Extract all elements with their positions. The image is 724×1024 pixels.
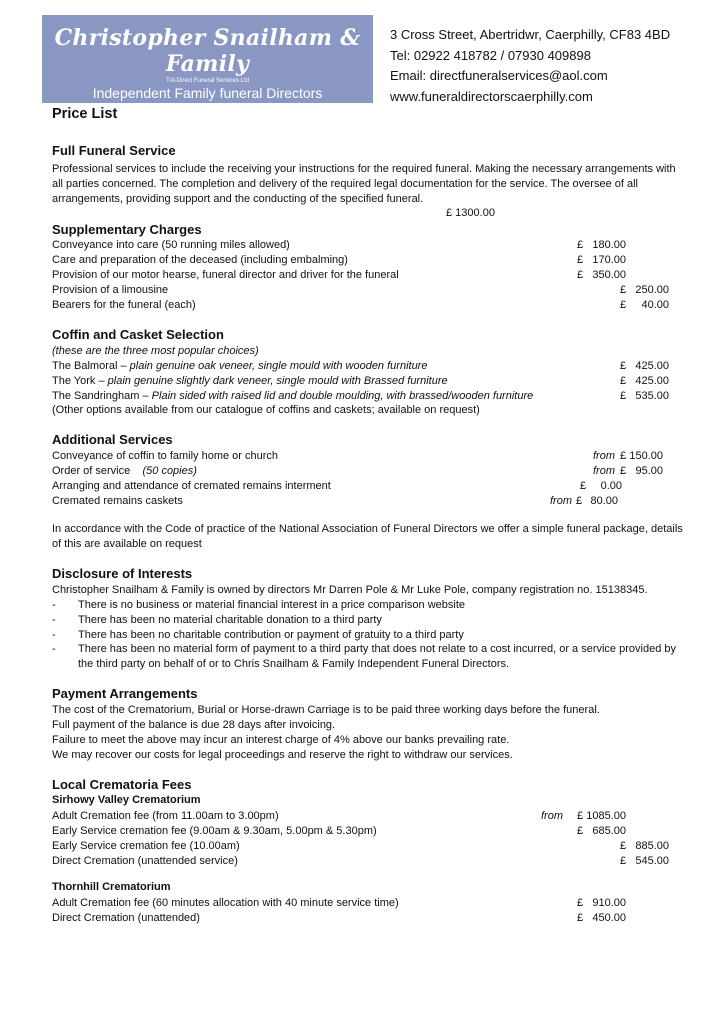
payment-line: Failure to meet the above may incur an interest charge of 4% above our banks prevailing rate. [52,734,510,746]
contact-website: www.funeraldirectorscaerphilly.com [390,88,593,104]
logo-tagline: Independent Family funeral Directors [92,85,323,101]
coffin-name: The Balmoral – [52,360,130,372]
pound-sign: £ [576,495,583,507]
contact-address: 3 Cross Street, Abertridwr, Caerphilly, CF83 4BD [390,27,671,42]
coffin-description: Plain sided with raised lid and double moulding, with brassed/wooden furniture [151,390,534,402]
disclosure-heading: Disclosure of Interests [52,566,193,581]
coffin-description: plain genuine oak veneer, single mould with wooden furniture [129,360,428,372]
coffin-description: plain genuine slightly dark veneer, single mould with Brassed furniture [107,375,448,387]
crematoria-item-price: 450.00 [592,912,626,924]
crematoria-item-price: 545.00 [635,855,669,867]
bullet-dash: - [52,614,56,626]
pound-sign: £ [620,450,627,462]
price-prefix: from [593,450,615,462]
full-funeral-text: Professional services to include the receiving your instructions for the required funeral. Making the necessary arrangements with all parties concerned. The completion and delivery of the required legal documentation for the service. The oversee of all arrangements, providing support and the conducting of the specified funeral. [52,163,676,205]
disclosure-bullet: There has been no material form of payment to a third party that does not relate to a cost incurred, or a service provided by the third party on behalf of or to Chris Snailham & Family Independent Funeral Directors. [78,643,676,670]
full-funeral-heading: Full Funeral Service [52,143,176,158]
payment-line: The cost of the Crematorium, Burial or Horse-drawn Carriage is to be paid three working days before the funeral. [52,704,600,716]
price-prefix: from [541,810,563,822]
supplementary-item-price: 170.00 [592,254,626,266]
coffin-price: 425.00 [635,375,669,387]
crematoria-item-label: Adult Cremation fee (60 minutes allocation with 40 minute service time) [52,897,399,909]
disclosure-intro: Christopher Snailham & Family is owned by directors Mr Darren Pole & Mr Luke Pole, company registration no. 15138345. [52,584,648,596]
pound-sign: £ [577,269,584,281]
pound-sign: £ [620,375,627,387]
supplementary-item-label: Care and preparation of the deceased (including embalming) [52,254,348,266]
coffin-name: The Sandringham – [52,390,152,402]
supplementary-item-label: Bearers for the funeral (each) [52,299,196,311]
pound-sign: £ [620,390,627,402]
crematoria-item-price: 885.00 [635,840,669,852]
coffin-item [52,374,448,389]
coffin-price: 535.00 [635,390,669,402]
additional-item-price: 95.00 [635,465,663,477]
supplementary-item-label: Provision of our motor hearse, funeral director and driver for the funeral [52,269,399,281]
pound-sign: £ [580,480,587,492]
pound-sign: £ [620,855,627,867]
pound-sign: £ [620,360,627,372]
coffin-price: 425.00 [635,360,669,372]
contact-block [390,25,670,107]
additional-item-name: Order of service [52,465,131,477]
nafd-note: In accordance with the Code of practice of the National Association of Funeral Directors we offer a simple funeral package, details of this are available on request [52,523,683,550]
pound-sign: £ [577,810,584,822]
crematoria-item-label: Adult Cremation fee (from 11.00am to 3.00pm) [52,810,279,822]
coffin-subtitle: (these are the three most popular choices) [52,345,259,357]
crematoria-item-label: Direct Cremation (unattended) [52,912,200,924]
pound-sign: £ [620,840,627,852]
pound-sign: £ [620,465,627,477]
supplementary-item-price: 40.00 [641,299,669,311]
pound-sign: £ [577,825,584,837]
price-prefix: from [593,465,615,477]
additional-item-label [52,464,197,479]
coffin-item [52,389,533,404]
crematoria-item-price: 685.00 [592,825,626,837]
supplementary-heading: Supplementary Charges [52,222,202,237]
supplementary-item-price: 180.00 [592,239,626,251]
pound-sign: £ [577,897,584,909]
logo-trading-as: T/A Direct Funeral Services Ltd [165,78,250,84]
disclosure-bullet: There has been no material charitable donation to a third party [78,614,382,626]
logo-name: Christopher Snailham & Family [54,25,361,77]
supplementary-item-price: 250.00 [635,284,669,296]
contact-email: Email: directfuneralservices@aol.com [390,68,608,83]
bullet-dash: - [52,599,56,611]
payment-line: Full payment of the balance is due 28 days after invoicing. [52,719,336,731]
thornhill-heading: Thornhill Crematorium [52,881,171,893]
disclosure-bullet: There is no business or material financial interest in a price comparison website [78,599,466,611]
logo-city: Caerphilly [176,102,239,118]
additional-item-label: Cremated remains caskets [52,495,183,507]
page-title: Price List [52,106,118,122]
coffin-name: The York – [52,375,108,387]
crematoria-item-label: Early Service cremation fee (10.00am) [52,840,240,852]
price-prefix: from [550,495,572,507]
coffin-item [52,359,427,374]
additional-item-label: Conveyance of coffin to family home or church [52,450,279,462]
crematoria-item-label: Early Service cremation fee (9.00am & 9.30am, 5.00pm & 5.30pm) [52,825,377,837]
supplementary-item-label: Provision of a limousine [52,284,169,296]
payment-heading: Payment Arrangements [52,686,198,701]
pound-sign: £ [577,239,584,251]
contact-phone: Tel: 02922 418782 / 07930 409898 [390,47,591,63]
crematoria-item-price: 910.00 [592,897,626,909]
coffin-heading: Coffin and Casket Selection [52,327,224,342]
additional-item-price: 80.00 [590,495,618,507]
full-funeral-price: £ 1300.00 [446,207,495,219]
pound-sign: £ [577,912,584,924]
pound-sign: £ [620,284,627,296]
crematoria-item-price: 1085.00 [586,810,626,822]
pound-sign: £ [577,254,584,266]
crematoria-heading: Local Crematoria Fees [52,777,192,792]
supplementary-item-label: Conveyance into care (50 running miles allowed) [52,239,290,251]
payment-line: We may recover our costs for legal proceedings and reserve the right to withdraw our services. [52,749,513,761]
additional-heading: Additional Services [52,432,173,447]
disclosure-bullet: There has been no charitable contribution or payment of gratuity to a third party [78,629,464,641]
pound-sign: £ [620,299,627,311]
additional-item-extra: (50 copies) [142,465,197,477]
additional-item-price: 0.00 [600,480,622,492]
coffin-note: (Other options available from our catalogue of coffins and caskets; available on request) [52,404,480,416]
additional-item-label: Arranging and attendance of cremated remains interment [52,480,331,492]
crematoria-item-label: Direct Cremation (unattended service) [52,855,238,867]
supplementary-item-price: 350.00 [592,269,626,281]
bullet-dash: - [52,643,56,655]
additional-item-price: 150.00 [629,450,663,462]
bullet-dash: - [52,629,56,641]
sirhowy-heading: Sirhowy Valley Crematorium [52,794,201,806]
